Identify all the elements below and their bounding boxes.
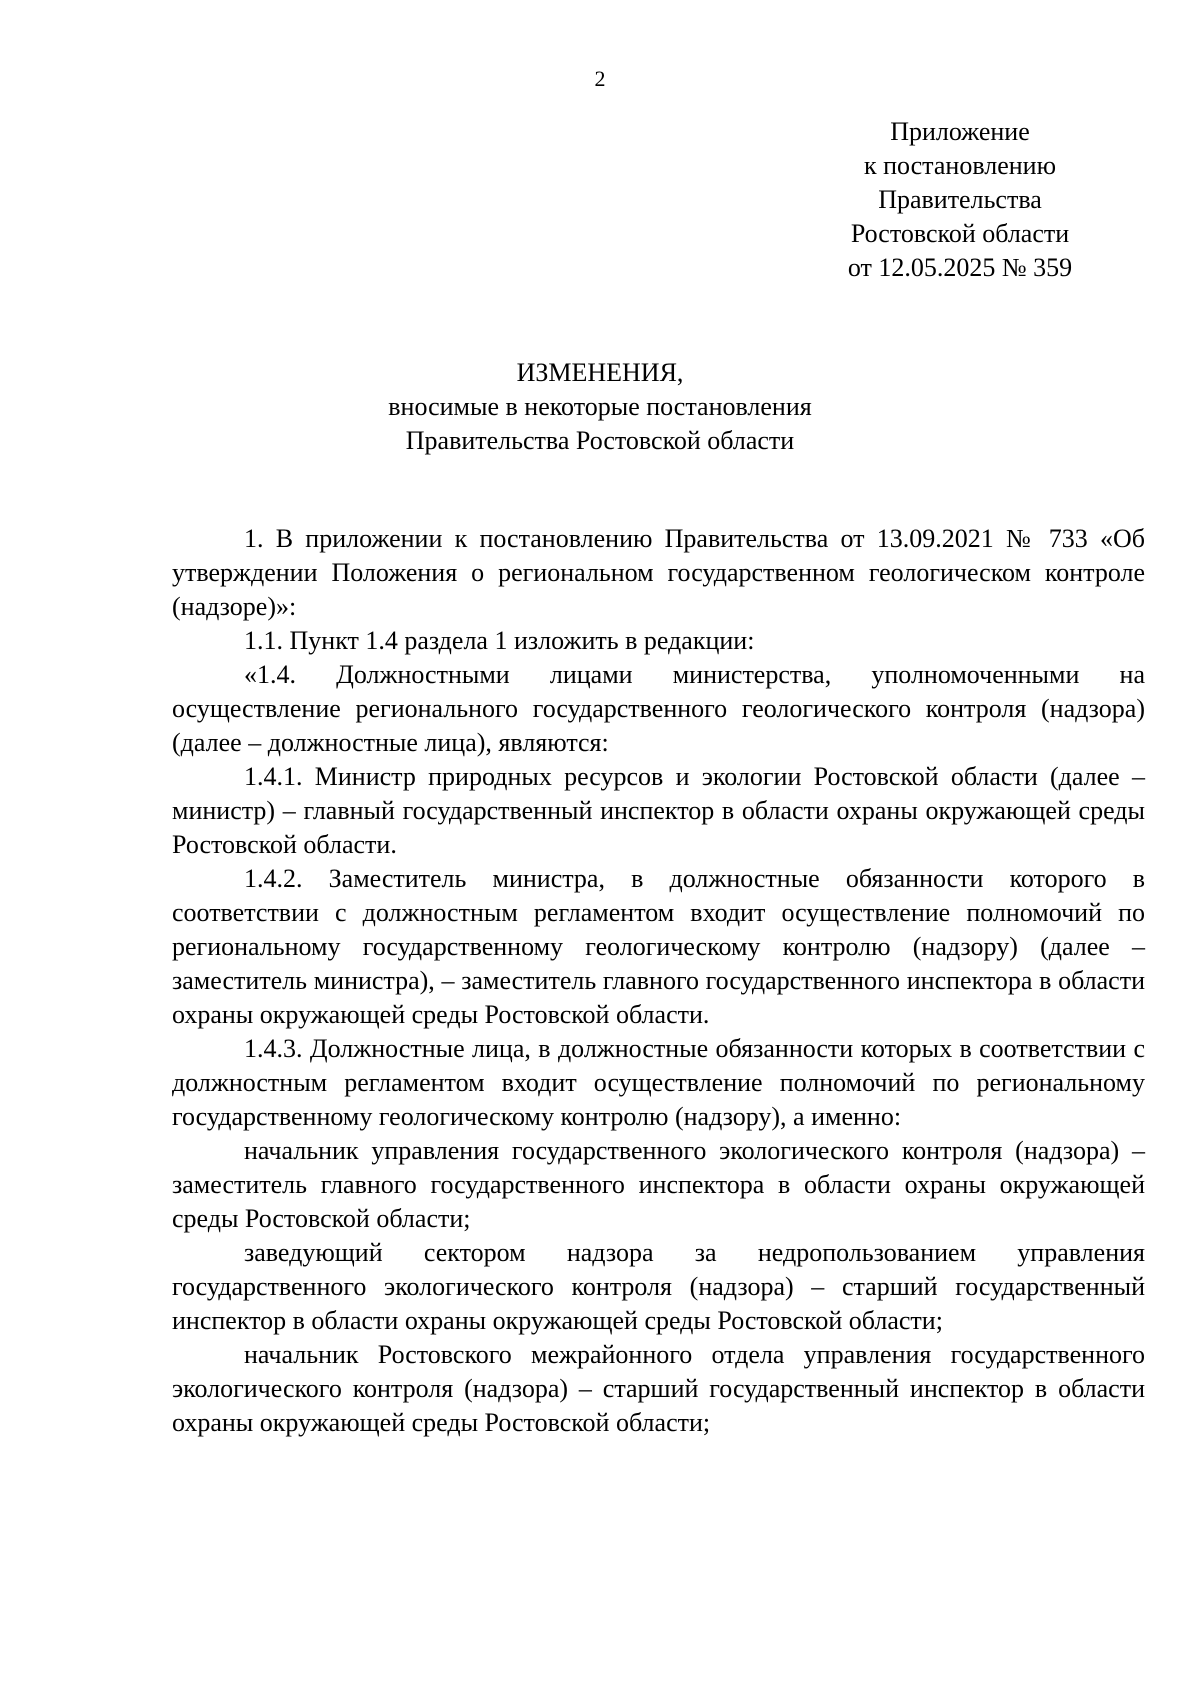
annex-line: Правительства (878, 185, 1042, 214)
body-paragraph: «1.4. Должностными лицами министерства, уполномоченными на осуществление регионального государственного геологического контроля (надзора) (далее – должностные лица), являются: (172, 660, 1145, 757)
body-paragraph: 1.4.2. Заместитель министра, в должностные обязанности которого в соответствии с должностным регламентом входит осуществление полномочий по региональному государственному геологическому контролю (надзору) (далее – заместитель министра), – заместитель главного государственного инспектора в области охраны окружающей среды Ростовской области. (172, 864, 1145, 1029)
document-heading: ИЗМЕНЕНИЯ, (516, 358, 684, 387)
body-paragraph: 1.4.3. Должностные лица, в должностные обязанности которых в соответствии с должностным регламентом входит осуществление полномочий по региональному государственному геологическому контролю (надзору), а именно: (172, 1034, 1145, 1131)
annex-block (780, 115, 1140, 285)
body-paragraph: 1. В приложении к постановлению Правительства от 13.09.2021 № 733 «Об утверждении Положения о региональном государственном геологическом контроле (надзоре)»: (172, 524, 1145, 621)
document-subtitle: Правительства Ростовской области (405, 426, 795, 455)
document-title-block (0, 356, 1200, 458)
annex-line: от 12.05.2025 № 359 (847, 253, 1073, 282)
annex-line: Ростовской области (850, 219, 1070, 248)
body-paragraph: 1.1. Пункт 1.4 раздела 1 изложить в редакции: (244, 626, 755, 655)
document-subtitle: вносимые в некоторые постановления (388, 392, 812, 421)
annex-line: Приложение (890, 117, 1030, 146)
document-body (172, 522, 1145, 1440)
page-number: 2 (594, 66, 606, 91)
body-paragraph: начальник управления государственного экологического контроля (надзора) – заместитель главного государственного инспектора в области охраны окружающей среды Ростовской области; (172, 1136, 1145, 1233)
body-paragraph: начальник Ростовского межрайонного отдела управления государственного экологического контроля (надзора) – старший государственный инспектор в области охраны окружающей среды Ростовской области; (172, 1340, 1145, 1437)
annex-line: к постановлению (863, 151, 1057, 180)
body-paragraph: 1.4.1. Министр природных ресурсов и экологии Ростовской области (далее – министр) – главный государственный инспектор в области охраны окружающей среды Ростовской области. (172, 762, 1145, 859)
body-paragraph: заведующий сектором надзора за недропользованием управления государственного экологического контроля (надзора) – старший государственный инспектор в области охраны окружающей среды Ростовской области; (172, 1238, 1145, 1335)
